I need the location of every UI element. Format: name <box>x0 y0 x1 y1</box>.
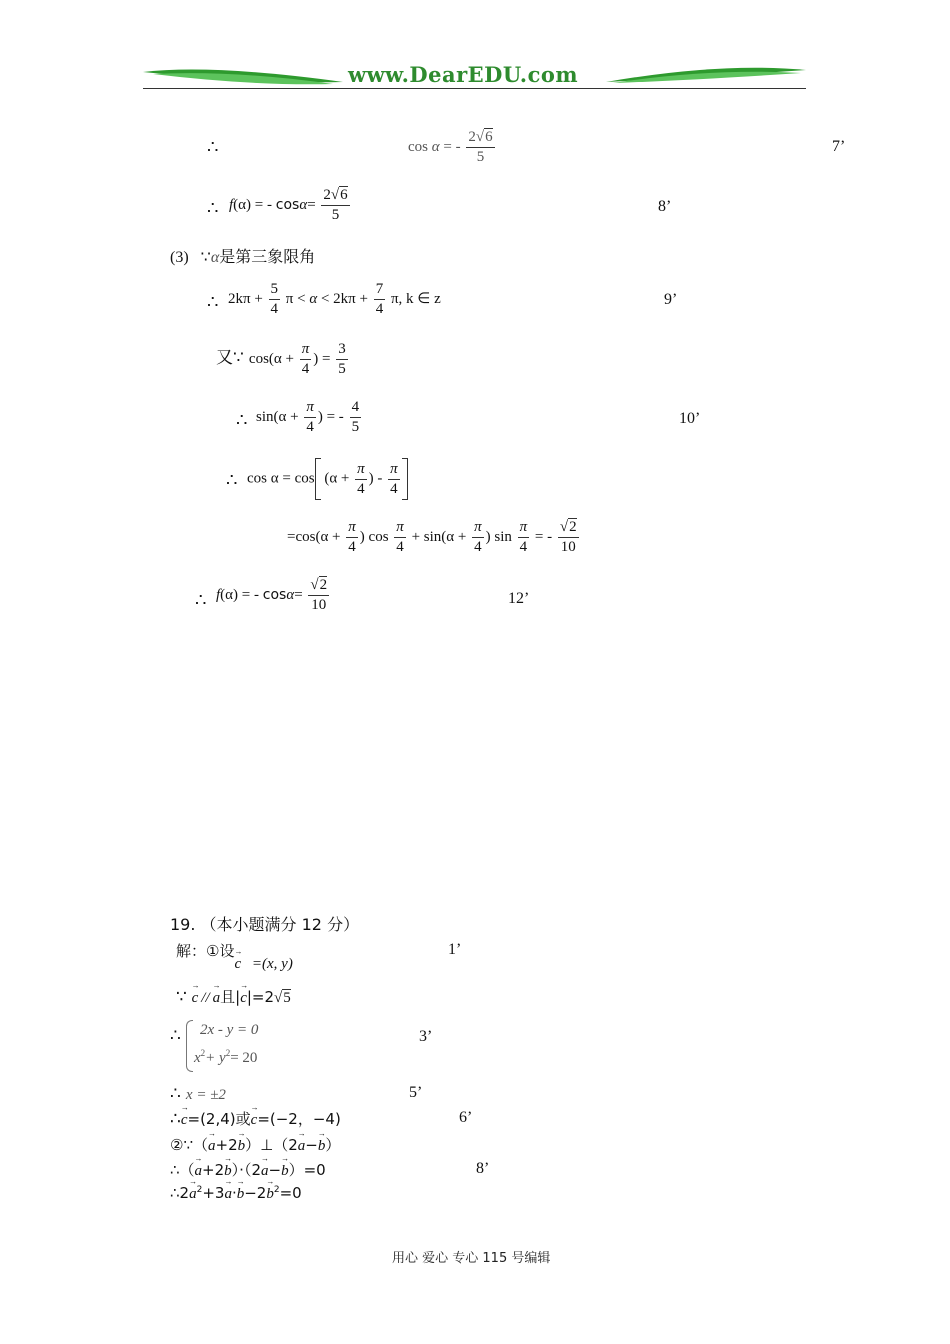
cos-alpha-expansion: cos α = cos (α + $\frac{\pi}{4}$ ) - $\frac{\pi}{4}$ <box>247 458 408 500</box>
score-1: 1’ <box>448 941 462 958</box>
score-10: 10’ <box>679 410 701 427</box>
alpha-range-inequality: 2kπ + $\frac{5}{4}$ π < α < 2kπ + $\frac{7}{4}$ π, k ∈ z <box>228 281 441 317</box>
q19-line-5: ∴→ c=(2,4)或→ c=(−2，−4) <box>170 1108 341 1129</box>
therefore-symbol: ∴ <box>195 590 207 611</box>
f-alpha-equation: f(α) = - cosα= $\frac{2√6}{5}$ <box>229 187 348 223</box>
part-3-heading: (3) ∵α是第三象限角 <box>170 247 316 266</box>
quadrant-text: 是第三象限角 <box>219 247 316 266</box>
alpha-symbol: α <box>431 138 440 155</box>
therefore-symbol: ∴ <box>207 137 219 158</box>
site-name: www.DearEDU.com <box>348 62 579 87</box>
score-8: 8’ <box>658 198 672 215</box>
therefore-symbol: ∴ <box>207 292 219 313</box>
f-alpha-final: f(α) = - cosα= $\frac{√2}{10}$ <box>216 577 328 613</box>
score-5: 5’ <box>409 1084 423 1101</box>
therefore-symbol: ∴ <box>170 1026 181 1046</box>
header-banner <box>143 60 806 92</box>
fraction-2-root6-over-5: $\frac{2√6}{5}$ <box>468 129 493 165</box>
score-6: 6’ <box>459 1109 473 1126</box>
header-rule <box>143 88 806 89</box>
q19-line-2: ∵ → c //→ a且|→ c|=2√5 <box>176 986 291 1007</box>
q19-line-8: ∴2→ $a^2+3\to a\cdot\to b-2\to b^2=0$ <box>170 1184 302 1203</box>
score-9: 9’ <box>664 291 678 308</box>
page-footer: 用心 爱心 专心 115 号编辑 <box>392 1251 551 1266</box>
cos-alpha-result: =cos(α + $\frac{\pi}{4}$ ) cos $\frac{\pi}{4}$ + sin(α + $\frac{\pi}{4}$ ) sin $\frac{\pi}{4}$ = - $\frac{√2}{10}$ <box>287 519 577 555</box>
score-12: 12’ <box>508 590 530 607</box>
cos-label: cos <box>408 138 428 155</box>
q19-line-4: ∴ x = ±2 <box>170 1084 226 1104</box>
therefore-symbol: ∴ <box>207 198 219 219</box>
q19-line-6: ②∵（→ a+2→ b）⊥（2→ a−→ b） <box>170 1134 340 1155</box>
score-8b: 8’ <box>476 1160 490 1177</box>
score-3: 3’ <box>419 1028 433 1045</box>
q19-line-7: ∴（→ a+2→ b）·（2→ a−→ b）=0 <box>170 1159 326 1180</box>
fraction-2-root6-over-5: $\frac{2√6}{5}$ <box>323 187 348 223</box>
sin-equation: sin(α + $\frac{\pi}{4}$ ) = - $\frac{4}{5}$ <box>256 399 360 435</box>
equals-minus: = - <box>443 138 461 155</box>
score-7: 7’ <box>832 138 846 155</box>
given-cos-line: 又∵ cos(α + $\frac{\pi}{4}$ ) = $\frac{3}{5}$ <box>216 341 346 377</box>
part-label: (3) <box>170 249 189 266</box>
therefore-symbol: ∴ <box>226 470 238 491</box>
q19-line-1: 解：①设→ c =(x, y) <box>176 940 293 961</box>
question-19-title: 19. （本小题满分 12 分） <box>170 915 360 934</box>
cos-alpha-equation <box>408 130 497 165</box>
therefore-symbol: ∴ <box>236 410 248 431</box>
